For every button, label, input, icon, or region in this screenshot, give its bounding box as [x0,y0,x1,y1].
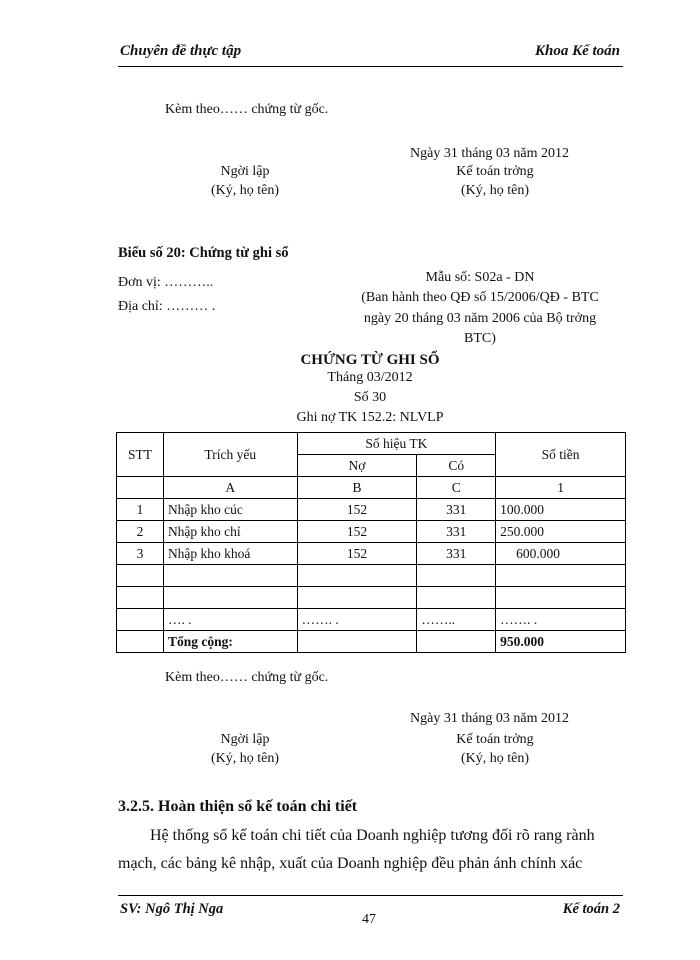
preparer-sign-bottom: (Ký, họ tên) [210,751,280,766]
preparer-role-top: Ngời lập [220,164,270,179]
footer-rule [118,895,623,896]
decree-line-1: (Ban hành theo QĐ số 15/2006/QĐ - BTC [361,290,599,305]
col-header-stt: STT [117,433,164,477]
attach-note-bottom: Kèm theo…… chứng từ gốc. [165,670,329,685]
empty-row [117,565,626,587]
code-row: A B C 1 [117,477,626,499]
header-rule [118,66,623,67]
decree-line-3: BTC) [464,331,496,346]
accountant-sign-top: (Ký, họ tên) [460,183,530,198]
col-header-credit: Có [417,455,496,477]
preparer-role-bottom: Ngời lập [220,732,270,747]
address-field: Địa chỉ: ……… . [118,299,216,314]
accountant-role-bottom: Kế toán trởng [456,732,534,747]
form-title: Biểu số 20: Chứng từ ghi sổ [118,245,289,261]
empty-row [117,587,626,609]
total-amount: 950.000 [496,631,626,653]
unit-field: Đơn vị: ……….. [118,275,214,290]
footer-class: Kế toán 2 [562,901,620,917]
paragraph-line-2: mạch, các bảng kê nhập, xuất của Doanh nghiệp đều phản ánh chính xác [118,855,583,872]
document-number: Số 30 [353,390,387,405]
paragraph-line-1: Hệ thống sổ kế toán chi tiết của Doanh nghiệp tương đối rõ rang rành [150,827,595,844]
ellipsis-row: …. . ……. . …….. ……. . [117,609,626,631]
preparer-sign-top: (Ký, họ tên) [210,183,280,198]
total-row [117,631,626,653]
col-header-debit: Nợ [297,455,417,477]
table-row: 3 Nhập kho khoá 152 331 600.000 [117,543,626,565]
attach-note-top: Kèm theo…… chứng từ gốc. [165,102,329,117]
voucher-table [116,432,626,653]
col-header-amount: Số tiền [496,433,626,477]
table-row: 1 Nhập kho cúc 152 331 100.000 [117,499,626,521]
date-top: Ngày 31 tháng 03 năm 2012 [410,146,570,161]
footer-student: SV: Ngô Thị Nga [120,901,224,917]
header-left: Chuyên đề thực tập [120,43,242,59]
debit-account-note: Ghi nợ TK 152.2: NLVLP [296,410,444,425]
decree-line-2: ngày 20 tháng 03 năm 2006 của Bộ trởng [363,311,597,326]
section-heading: 3.2.5. Hoàn thiện sổ kế toán chi tiết [118,798,358,815]
document-title: CHỨNG TỪ GHI SỔ [300,352,440,368]
col-header-account: Số hiệu TK [297,433,496,455]
header-right: Khoa Kế toán [534,43,620,59]
page-number: 47 [362,912,376,927]
total-label: Tổng cộng: [163,631,297,653]
accountant-sign-bottom: (Ký, họ tên) [460,751,530,766]
accountant-role-top: Kế toán trởng [456,164,534,179]
col-header-description: Trích yếu [163,433,297,477]
document-month: Tháng 03/2012 [327,370,413,385]
date-bottom: Ngày 31 tháng 03 năm 2012 [410,711,570,726]
table-row: 2 Nhập kho chỉ 152 331 250.000 [117,521,626,543]
template-number: Mẫu số: S02a - DN [425,270,535,285]
